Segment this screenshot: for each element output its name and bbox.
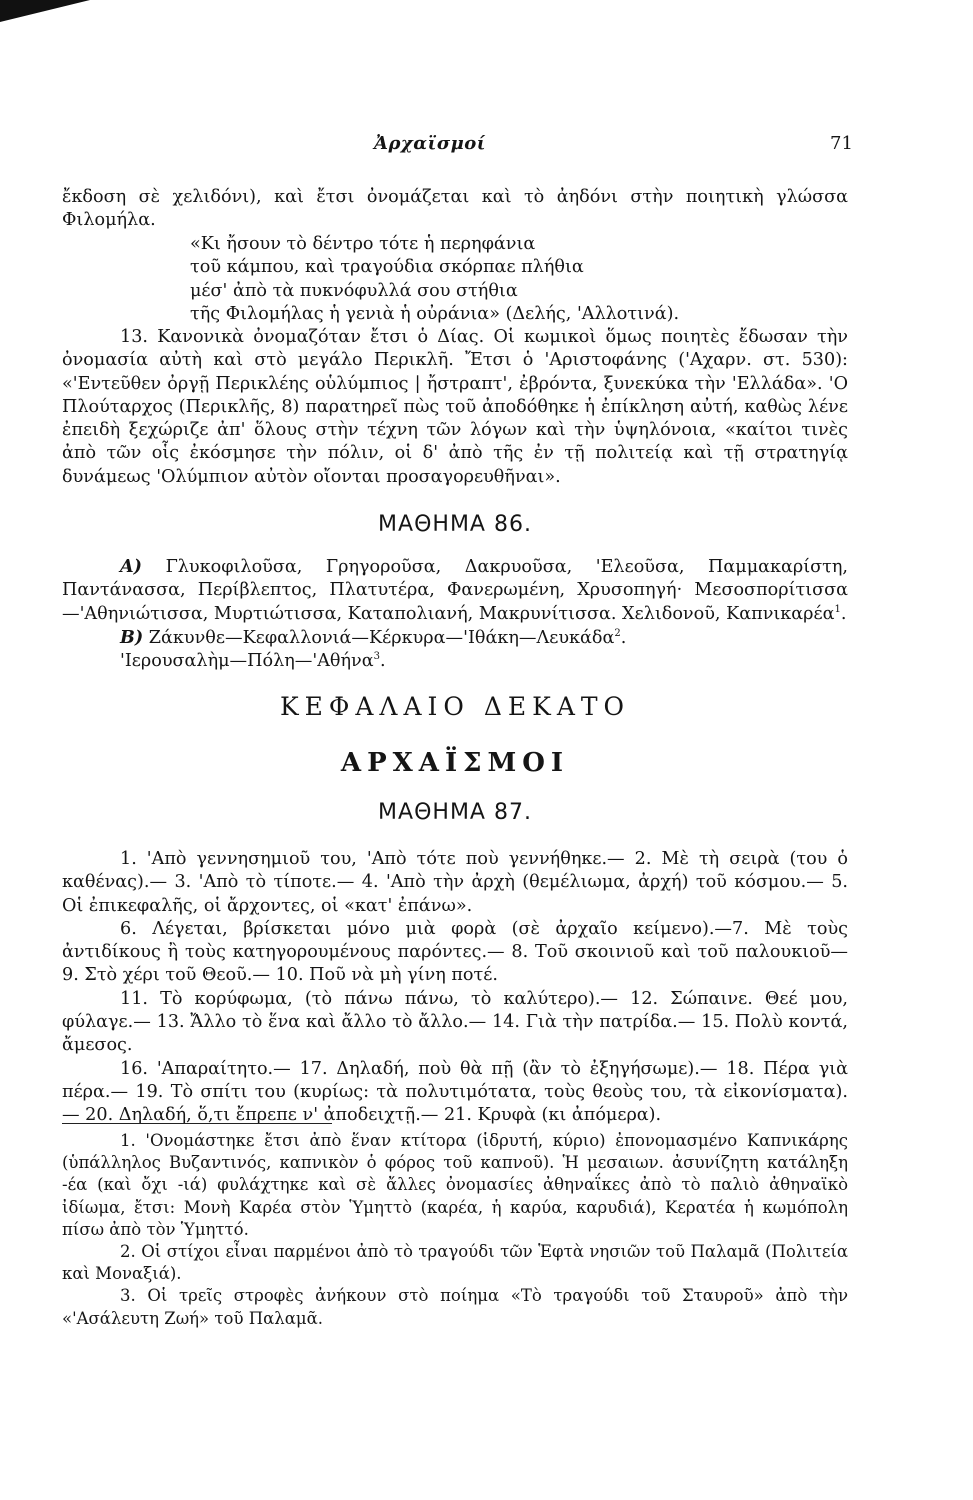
page-number: 71 (830, 133, 853, 154)
lesson-87-paragraph: 11. Τὸ κορύφωμα, (τὸ πάνω πάνω, τὸ καλύτερο).— 12. Σώπαινε. Θεέ μου, φύλαγε.— 13. Ἄλλο τὸ ἕνα καὶ ἄλλο τὸ ἄλλο.— 14. Γιὰ τὴν πατρίδα.— 15. Πολὺ κοντά, ἄμεσος. (62, 988, 848, 1056)
verse-line: μέσ' ἀπὸ τὰ πυκνόφυλλά σου στήθια (190, 280, 518, 301)
verse-line: τοῦ κάμπου, καὶ τραγούδια σκόρπαε πλήθια (190, 257, 584, 278)
footnote-3: 3. Οἱ τρεῖς στροφὲς ἀνήκουν στὸ ποίημα «Τὸ τραγούδι τοῦ Σταυροῦ» ἀπὸ τὴν «'Ασάλευτη Ζωή» τοῦ Παλαμᾶ. (62, 1286, 848, 1328)
part-c-text: 'Ιερουσαλὴμ—Πόλη—'Αθήνα (120, 651, 374, 672)
intro-text: ἔκδοση σὲ χελιδόνι), καὶ ἔτσι ὀνομάζεται καὶ τὸ ἀηδόνι στὴν ποιητικὴ γλώσσα Φιλομήλα. (62, 187, 848, 231)
part-a-text: Γλυκοφιλοῦσα, Γρηγοροῦσα, Δακρυοῦσα, 'Ελεοῦσα, Παμμακαρίστη, Παντάνασσα, Περίβλεπτος, Πλατυτέρα, Φανερωμένη, Χρυσοπηγή· Μεσοσπορίτισσα—'Αθηνιώτισσα, Μυρτιώτισσα, Καταπολιανή, Μακρυνίτισσα. Χελιδονοῦ, Καπνικαρέα (62, 557, 849, 624)
lesson-87-paragraph: 6. Λέγεται, βρίσκεται μόνο μιὰ φορὰ (σὲ ἀρχαῖο κείμενο).—7. Μὲ τοὺς ἀντιδίκους ἢ τοὺς κατηγορουμένους παρόντες.— 8. Τοῦ σκοινιοῦ καὶ τοῦ παλουκιοῦ— 9. Στὸ χέρι τοῦ Θεοῦ.— 10. Ποῦ νὰ μὴ γίνη ποτέ. (62, 918, 848, 986)
lesson-87-paragraph: 1. 'Απὸ γεννησημιοῦ του, 'Απὸ τότε ποὺ γεννήθηκε.— 2. Μὲ τὴ σειρὰ (του ὁ καθένας).— 3. 'Απὸ τὸ τίποτε.— 4. 'Απὸ τὴν ἀρχὴ (θεμέλιωμα, ἀρχή) τοῦ κόσμου.— 5. Οἱ ἐπικεφαλῆς, οἱ ἄρχοντες, οἱ «κατ' ἐπάνω». (62, 849, 848, 916)
scan-corner-mark (0, 0, 90, 22)
part-b-text: Ζάκυνθε—Κεφαλλονιά—Κέρκυρα—'Ιθάκη—Λευκάδα (148, 627, 615, 648)
footnote-ref-2[interactable]: 2 (614, 628, 621, 640)
note-13-text: 13. Κανονικὰ ὀνομαζόταν ἔτσι ὁ Δίας. Οἱ κωμικοὶ ὅμως ποιητὲς ἔδωσαν τὴν ὀνομασία αὐτὴ καὶ στὸ μεγάλο Περικλῆ. Ἔτσι ὁ 'Αριστοφάνης ('Αχαρν. στ. 530): «'Εντεῦθεν ὀργῇ Περικλέης οὑλύμπιος | ἤστραπτ', ἐβρόντα, ξυνεκύκα τὴν 'Ελλάδα». 'Ο Πλούταρχος (Περικλῆς, 8) παρατηρεῖ πὼς τοῦ ἀποδόθηκε ἡ ἐπίκληση αὐτή, καθὼς λένε ἐπειδὴ ξεχώριζε ἀπ' ὅλους στὴν τέχνη τῶν λόγων καὶ τὴν ὑψηλόνοια, «καίτοι τινὲς ἀπὸ τῶν οἷς ἐκόσμησε τὴν πόλιν, οἱ δ' ἀπὸ τῆς ἐν τῇ πολιτείᾳ καὶ τῇ στρατηγίᾳ δυνάμεως 'Ολύμπιον αὐτὸν οἴονται προσαγορευθῆναι». (62, 327, 848, 487)
chapter-title: ΚΕΦΑΛΑΙΟ ΔΕΚΑΤΟ (279, 692, 631, 721)
chapter-subtitle: ΑΡΧΑΪΣΜΟΙ (340, 748, 570, 778)
lesson-86-part-b: Β) Ζάκυνθε—Κεφαλλονιά—Κέρκυρα—'Ιθάκη—Λευκάδα$^2$. (120, 626, 627, 648)
running-header-title: Ἀρχαϊσμοί (374, 133, 486, 154)
verse-line: τῆς Φιλομήλας ἡ γενιὰ ἡ οὐράνια» (Δελής, 'Αλλοτινά). (190, 303, 680, 324)
lesson-86-title: ΜΑΘΗΜΑ 86. (378, 512, 532, 537)
note-13-paragraph (62, 326, 848, 489)
footnote-ref-1[interactable]: 1 (834, 603, 841, 615)
verse-line: «Κι ἤσουν τὸ δέντρο τότε ἡ περηφάνια (190, 234, 536, 254)
lesson-87-title: ΜΑΘΗΜΑ 87. (378, 800, 532, 825)
lesson-86-part-a: Α) Γλυκοφιλοῦσα, Γρηγοροῦσα, Δακρυοῦσα, 'Ελεοῦσα, Παμμακαρίστη, Παντάνασσα, Περίβλεπτος, Πλατυτέρα, Φανερωμένη, Χρυσοπηγή· Μεσοσπορίτισσα—'Αθηνιώτισσα, Μυρτιώτισσα, Καταπολιανή, Μακρυνίτισσα. Χελιδονοῦ, Καπνικαρέα$^1$. (62, 556, 849, 624)
verse-quote (190, 233, 679, 326)
part-b-label: Β) (120, 626, 144, 648)
footnote-2: 2. Οἱ στίχοι εἶναι παρμένοι ἀπὸ τὸ τραγούδι τῶν Ἑφτὰ νησιῶν τοῦ Παλαμᾶ (Πολιτεία καὶ Μοναξιά). (62, 1242, 848, 1284)
footnote-ref-3[interactable]: 3 (373, 651, 380, 663)
footnote-1: 1. 'Ονομάστηκε ἔτσι ἀπὸ ἕναν κτίτορα (ἱδρυτή, κύριο) ἐπονομασμένο Καπνικάρης (ὑπάλληλος Βυζαντινός, καπνικὸν ὁ φόρος τοῦ καπνοῦ). Ἡ μεσαιων. ἀσυνίζητη κατάληξη -έα (καὶ ὄχι -ιά) φυλάχτηκε καὶ σὲ ἄλλες ὀνομασίες ἀθηναΐκες ἀπὸ τὸ παλιὸ ἀθηναϊκὸ ἰδίωμα, ἔτσι: Μονὴ Καρέα στὸν Ὑμηττὸ (καρέα, ἡ καρύα, καρυδιά), Κερατέα ἡ κωμόπολη πίσω ἀπὸ τὸν Ὑμηττό. (62, 1131, 848, 1239)
intro-paragraph (62, 186, 848, 233)
footnote-divider (62, 1123, 332, 1124)
lesson-87-paragraph: 16. 'Απαραίτητο.— 17. Δηλαδή, ποὺ θὰ πῇ (ἂν τὸ ἐξηγήσωμε).— 18. Πέρα γιὰ πέρα.— 19. Τὸ σπίτι του (κυρίως: τὰ πολυτιμότατα, τοὺς θεοὺς του, τὰ εἰκονίσματα). — 20. Δηλαδή, ὅ,τι ἔπρεπε ν' ἀποδειχτῇ.— 21. Κρυφὰ (κι ἀπόμερα). (62, 1058, 848, 1126)
footnotes (62, 1130, 848, 1330)
lesson-87-body (62, 848, 848, 1128)
lesson-86-body (62, 555, 848, 673)
part-a-label: Α) (120, 556, 142, 577)
lesson-86-part-c: 'Ιερουσαλὴμ—Πόλη—'Αθήνα$^3$. (120, 651, 386, 672)
